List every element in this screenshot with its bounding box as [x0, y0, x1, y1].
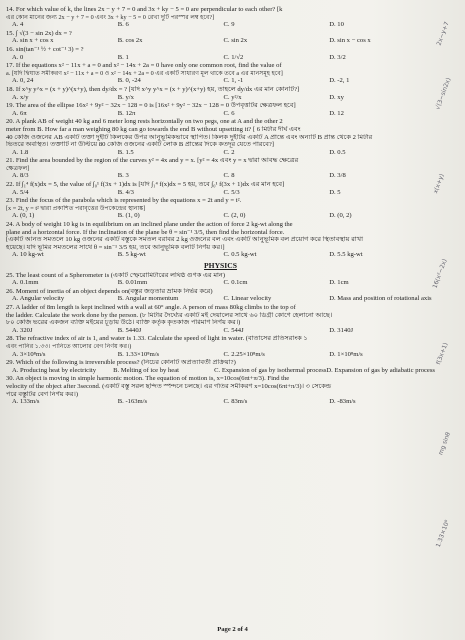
question-text	[6, 288, 435, 296]
answer-option: C. sin 2x	[223, 37, 248, 45]
answer-options	[6, 295, 435, 303]
section-title-physics: PHYSICS	[204, 261, 237, 270]
question-stem: A body of weight 10 kg is in equilibrium on an inclined plane under the action of force 2 kg-wt along the	[15, 221, 293, 229]
question-number: 15.	[6, 29, 16, 37]
question-item	[6, 46, 435, 61]
question-text	[6, 272, 435, 280]
answer-options	[6, 398, 435, 406]
question-text	[6, 46, 435, 54]
question-item	[6, 86, 435, 101]
answer-option: C. 2	[223, 148, 235, 156]
answer-option: D. Expansion of gas by adiabatic process	[326, 366, 435, 374]
question-stem: The area of the ellipse 16x² + 9y² − 32x − 128 = 0 is [16x² + 9y² − 32x − 128 = 0 উপবৃত্তটির ক্ষেত্রফল হবে]	[15, 102, 296, 110]
answer-options	[6, 110, 435, 118]
question-text	[6, 62, 435, 70]
question-number: 21.	[6, 157, 16, 165]
question-translation: এর কোন মানের জন্য 2x − y + 7 = 0 এবং 3x + ky − 5 = 0 রেখা দুটি পরস্পর লম্ব হবে?]	[6, 13, 215, 21]
question-item	[6, 157, 435, 180]
answer-options	[6, 77, 435, 85]
answer-option: D. 3/8	[329, 172, 346, 180]
answer-option: D. (0, 2)	[329, 212, 352, 220]
answer-option: B. cos 2x	[117, 37, 143, 45]
question-stem: The least count of a Spherometer is (একটি স্ফেরোমিটারের লঘিষ্ঠ গুণক এর মান)	[15, 271, 226, 279]
answer-options	[6, 212, 435, 220]
answer-option: D. 10	[329, 21, 344, 29]
question-continuation: meter from B. How far a man weighing 80 kg can go towards the end B without upsetting it? [ 6 মিটার দীর্ঘ এবং	[6, 125, 301, 133]
answer-option: A. sin x + cos x	[12, 37, 54, 45]
answer-option: D. 3/2	[329, 53, 346, 61]
answer-options	[6, 54, 435, 62]
question-text	[6, 197, 435, 205]
question-text	[6, 304, 435, 312]
question-item	[6, 335, 435, 358]
answer-options	[6, 21, 435, 29]
question-item	[6, 359, 435, 374]
answer-option: A. 133m/s	[12, 398, 40, 406]
question-continuation: [একটি আনত সমতলে 10 kg ওজনের একটি বস্তুকে সমতল বরাবর 2 kg ওজনের বল এবং একটি আনুভূমিক বল প্রয়োগ করে স্থিতাবস্থায় রাখা	[6, 236, 363, 244]
question-text	[6, 221, 435, 229]
answer-option: A. 0.1mm	[12, 279, 39, 287]
question-item	[6, 288, 435, 303]
question-number: 17.	[6, 62, 16, 70]
answer-option: C. y²/x	[223, 93, 242, 101]
answer-option: B. Angular momentum	[117, 295, 179, 303]
question-item	[6, 197, 435, 220]
answer-options	[6, 172, 435, 180]
answer-options	[6, 149, 435, 157]
answer-option: B. 0.01mm	[117, 279, 148, 287]
question-continuation: the ladder. Calculate the work done by the person. (৮ মিটার দৈর্ঘ্যের একটি মই দেয়ালের সাথে ৬০ ডিগ্রী কোণে হেলানো আছে।	[6, 311, 333, 319]
answer-option: C. (2, 0)	[223, 212, 246, 220]
question-stem: Find the area bounded by the region of the curves y² = 4x and y = x. [y² = 4x এবং y = x দ্বারা আবদ্ধ ক্ষেত্রের	[15, 157, 299, 165]
answer-option: B. 0, -24	[117, 77, 141, 85]
answer-option: A. 10 kg-wt	[12, 251, 44, 259]
question-text	[6, 102, 435, 110]
answer-option: D. -2, 1	[329, 77, 350, 85]
answer-option: B. Melting of ice by heat	[113, 366, 179, 374]
answer-option: D. -83m/s	[329, 398, 356, 406]
question-number: 16.	[6, 45, 16, 53]
question-continuation: হয়েছে। যদি ভূমির সমতলের সাথে θ = sin⁻¹ 3/5 হয়, তবে আনুভূমিক বলটি নির্ণয় কর।]	[6, 243, 225, 251]
answer-option: B. 3	[117, 172, 129, 180]
question-stem: Moment of inertia of an object depends on(বস্তুর জড়তার ভ্রামক নির্ভর করে)	[15, 287, 213, 295]
answer-option: A. 0	[12, 53, 24, 61]
answer-option: D. 5	[329, 188, 341, 196]
answer-options	[6, 37, 435, 45]
question-stem: If the equations x² − 11x + a = 0 and x² − 14x + 2a = 0 have only one common root, find the value of	[15, 62, 282, 70]
answer-option: C. 1, -1	[223, 77, 244, 85]
question-stem: Find the focus of the parabola which is represented by the equations x = 2t and y = t².	[15, 197, 242, 205]
answer-option: B. y/x	[117, 93, 134, 101]
physics-questions	[6, 272, 435, 406]
answer-option: B. 5440J	[117, 326, 142, 334]
question-continuation: ৮০ কেজি ভরের একজন ব্যক্তি মইয়ের চূড়ায় উঠে। ব্যক্তি কর্তৃক কৃতকাজ পরিমাণ নির্ণয় কর।)	[6, 319, 241, 327]
answer-options	[6, 351, 435, 359]
question-number: 25.	[6, 271, 16, 279]
answer-option: D. xy	[329, 93, 344, 101]
question-translation: [x = 2t, y = t² দ্বারা প্রকাশিত পরাবৃত্তের উপকেন্দ্রের স্থানাঙ্ক]	[6, 204, 146, 212]
answer-option: A. 0, 24	[12, 77, 34, 85]
question-text	[6, 118, 435, 126]
question-stem: sin(tan⁻¹ ½ + cot⁻¹ 3) = ?	[15, 45, 84, 53]
answer-option: A. 3×10⁸m/s	[12, 350, 46, 358]
answer-option: A. 6π	[12, 109, 27, 117]
question-number: 24.	[6, 221, 16, 229]
question-item	[6, 181, 435, 196]
answer-options	[6, 189, 435, 197]
question-stem: A plank AB of weight 40 kg and 6 meter long rests horizontally on two pegs, one at A and the other 2	[15, 118, 283, 126]
question-item	[6, 102, 435, 117]
question-item	[6, 6, 435, 29]
answer-option: B. 5 kg-wt	[117, 251, 146, 259]
question-text	[6, 335, 435, 343]
answer-option: B. 4/3	[117, 188, 134, 196]
question-item	[6, 221, 435, 259]
question-text	[6, 86, 435, 94]
answer-options	[6, 251, 435, 259]
question-item	[6, 304, 435, 334]
question-translation: এবং পানির ১.৩৩। পানিতে আলোর বেগ নির্ণয় কর।)	[6, 342, 132, 350]
answer-option: B. -163m/s	[117, 398, 148, 406]
question-number: 27.	[6, 303, 16, 311]
question-item	[6, 272, 435, 287]
answer-option: A. (0, 1)	[12, 212, 35, 220]
answer-option: C. Expansion of gas by isothermal process	[214, 366, 327, 374]
question-number: 28.	[6, 335, 16, 343]
question-continuation: পরে বস্তুটির বেগ নির্ণয় কর।)	[6, 390, 79, 398]
question-stem: Which of the following is irreversible process? (নিচের কোনটি অপ্রত্যাবর্তী প্রক্রিয়া?)	[15, 359, 236, 367]
question-number: 22.	[6, 181, 16, 189]
answer-option: D. 5.5 kg-wt	[329, 251, 363, 259]
question-stem: An object is moving in simple harmonic motion. The equation of motion is, x=10cos(6πt+π/3). Find the	[15, 375, 290, 383]
answer-option: C. 8	[223, 172, 235, 180]
question-translation: ক্ষেত্রফল]	[6, 164, 30, 172]
question-item	[6, 30, 435, 45]
answer-options	[6, 327, 435, 335]
question-continuation: velocity of the object after 3second. (একটি বস্তু সরল ছন্দিত স্পন্দনে চলছে। এর গতির সমীকরণ x=10cos(6πt+π/3)। ৩ সেকেন্ড	[6, 382, 332, 390]
question-continuation: ভিতরে অবস্থিত। তক্তাটি না উল্টিয়ে 80 কেজি ওজনের একটি লোক B প্রান্তের দিকে কতদূর যেতে পারবে?]	[6, 141, 275, 149]
question-text	[6, 181, 435, 189]
answer-option: C. 9	[223, 21, 235, 29]
question-number: 30.	[6, 375, 16, 383]
page-footer: Page 2 of 4	[217, 626, 248, 634]
answer-options	[6, 94, 435, 102]
answer-option: B. (1, 0)	[117, 212, 140, 220]
question-text	[6, 375, 435, 383]
answer-option: A. Producing heat by electricity	[12, 366, 97, 374]
answer-option: C. 0.1cm	[223, 279, 248, 287]
answer-option: B. 12π	[117, 109, 136, 117]
answer-option: D. 0.5	[329, 148, 346, 156]
answer-option: C. 1/√2	[223, 53, 244, 61]
question-stem: ∫ √(3 − sin 2x) dx = ?	[15, 29, 72, 37]
answer-option: A. 8/3	[12, 172, 29, 180]
question-stem: If x^y y^x = (x + y)^(x+y), then dy/dx = ? [যদি x^y y^x = (x + y)^(x+y) হয়, তাহলে dy/dx এর মান কোনটি?]	[15, 85, 300, 93]
answer-option: A. 5/4	[12, 188, 29, 196]
question-number: 18.	[6, 85, 16, 93]
answer-option: A. 4	[12, 21, 24, 29]
answer-option: B. 1.5	[117, 148, 134, 156]
answer-option: A. Angular velocity	[12, 295, 65, 303]
answer-option: C. 2.25×10⁸m/s	[223, 350, 265, 358]
answer-option: B. 6	[117, 21, 129, 29]
answer-option: C. 544J	[223, 326, 244, 334]
question-stem: If ∫₁⁴ f(x)dx = 5, the value of ∫₀¹ f(3x + 1)dx is [যদি ∫₁⁴ f(x)dx = 5 হয়, তবে ∫₀¹ f(3x + 1)dx এর মান হবে]	[15, 181, 285, 189]
handwritten-margin-notes: 2x−y+7 √(3−sin2x) x(x+y) 16(x²−2x) f(3x+1) mg sinθ 1.33×10⁸	[431, 20, 453, 549]
question-item	[6, 375, 435, 405]
math-questions	[6, 6, 435, 259]
question-item	[6, 118, 435, 156]
answer-option: D. Mass and position of rotational axis	[329, 295, 432, 303]
question-text	[6, 30, 435, 38]
question-number: 19.	[6, 102, 16, 110]
question-stem: The refractive index of air is 1, and water is 1.33. Calculate the speed of light in water. (বাতাসের প্রতিসরাংক ১	[15, 335, 308, 343]
answer-option: D. 3140J	[329, 326, 354, 334]
answer-option: D. 1×10⁸m/s	[329, 350, 363, 358]
answer-option: B. 1.33×10⁸m/s	[117, 350, 160, 358]
question-number: 14.	[6, 6, 16, 13]
answer-options	[6, 279, 435, 287]
answer-option: C. 83m/s	[223, 398, 248, 406]
question-continuation: plane and a horizontal force. If the inclination of the plane be θ = sin⁻¹ 3/5, then find the horizontal force.	[6, 228, 285, 236]
question-stem: A ladder of 8m length is kept inclined with a wall at 60° angle. A person of mass 80kg climbs to the top of	[15, 303, 296, 311]
answer-option: C. 6	[223, 109, 235, 117]
answer-option: D. 12	[329, 109, 344, 117]
question-text	[6, 359, 435, 367]
answer-option: B. 1	[117, 53, 129, 61]
answer-option: C. 0.5 kg-wt	[223, 251, 257, 259]
question-number: 23.	[6, 197, 16, 205]
answer-option: D. 1cm	[329, 279, 349, 287]
question-continuation: 40 কেজি ওজনের AB একটি তক্তা দুইটি কিলকের উপর আনুভূমিকভাবে স্থাপিত। কিলক দুইটির একটি A প্রান্তে এবং অন্যটি B প্রান্ত থেকে 2 মিটার	[6, 133, 373, 141]
answer-option: A. x/y	[12, 93, 29, 101]
question-number: 20.	[6, 118, 16, 126]
question-text	[6, 6, 435, 14]
answer-option: A. 1.8	[12, 148, 29, 156]
question-number: 26.	[6, 287, 16, 295]
question-number: 29.	[6, 359, 16, 367]
question-translation: a. [যদি দ্বিঘাত সমীকরণ x² − 11x + a = 0 ও x² − 14x + 2a = 0 এর একটি সাধারণ মূল থাকে তবে a এর মানসমূহ হবে]	[6, 69, 283, 77]
answer-option: C. Linear velocity	[223, 295, 272, 303]
answer-option: A. 320J	[12, 326, 33, 334]
question-item	[6, 62, 435, 85]
answer-option: D. sin x − cos x	[329, 37, 371, 45]
question-stem: For which value of k, the lines 2x − y + 7 = 0 and 3x + ky − 5 = 0 are perpendicular to each other? [k	[15, 6, 283, 13]
question-text	[6, 157, 435, 165]
answer-options	[6, 367, 435, 375]
answer-option: C. 5/3	[223, 188, 240, 196]
